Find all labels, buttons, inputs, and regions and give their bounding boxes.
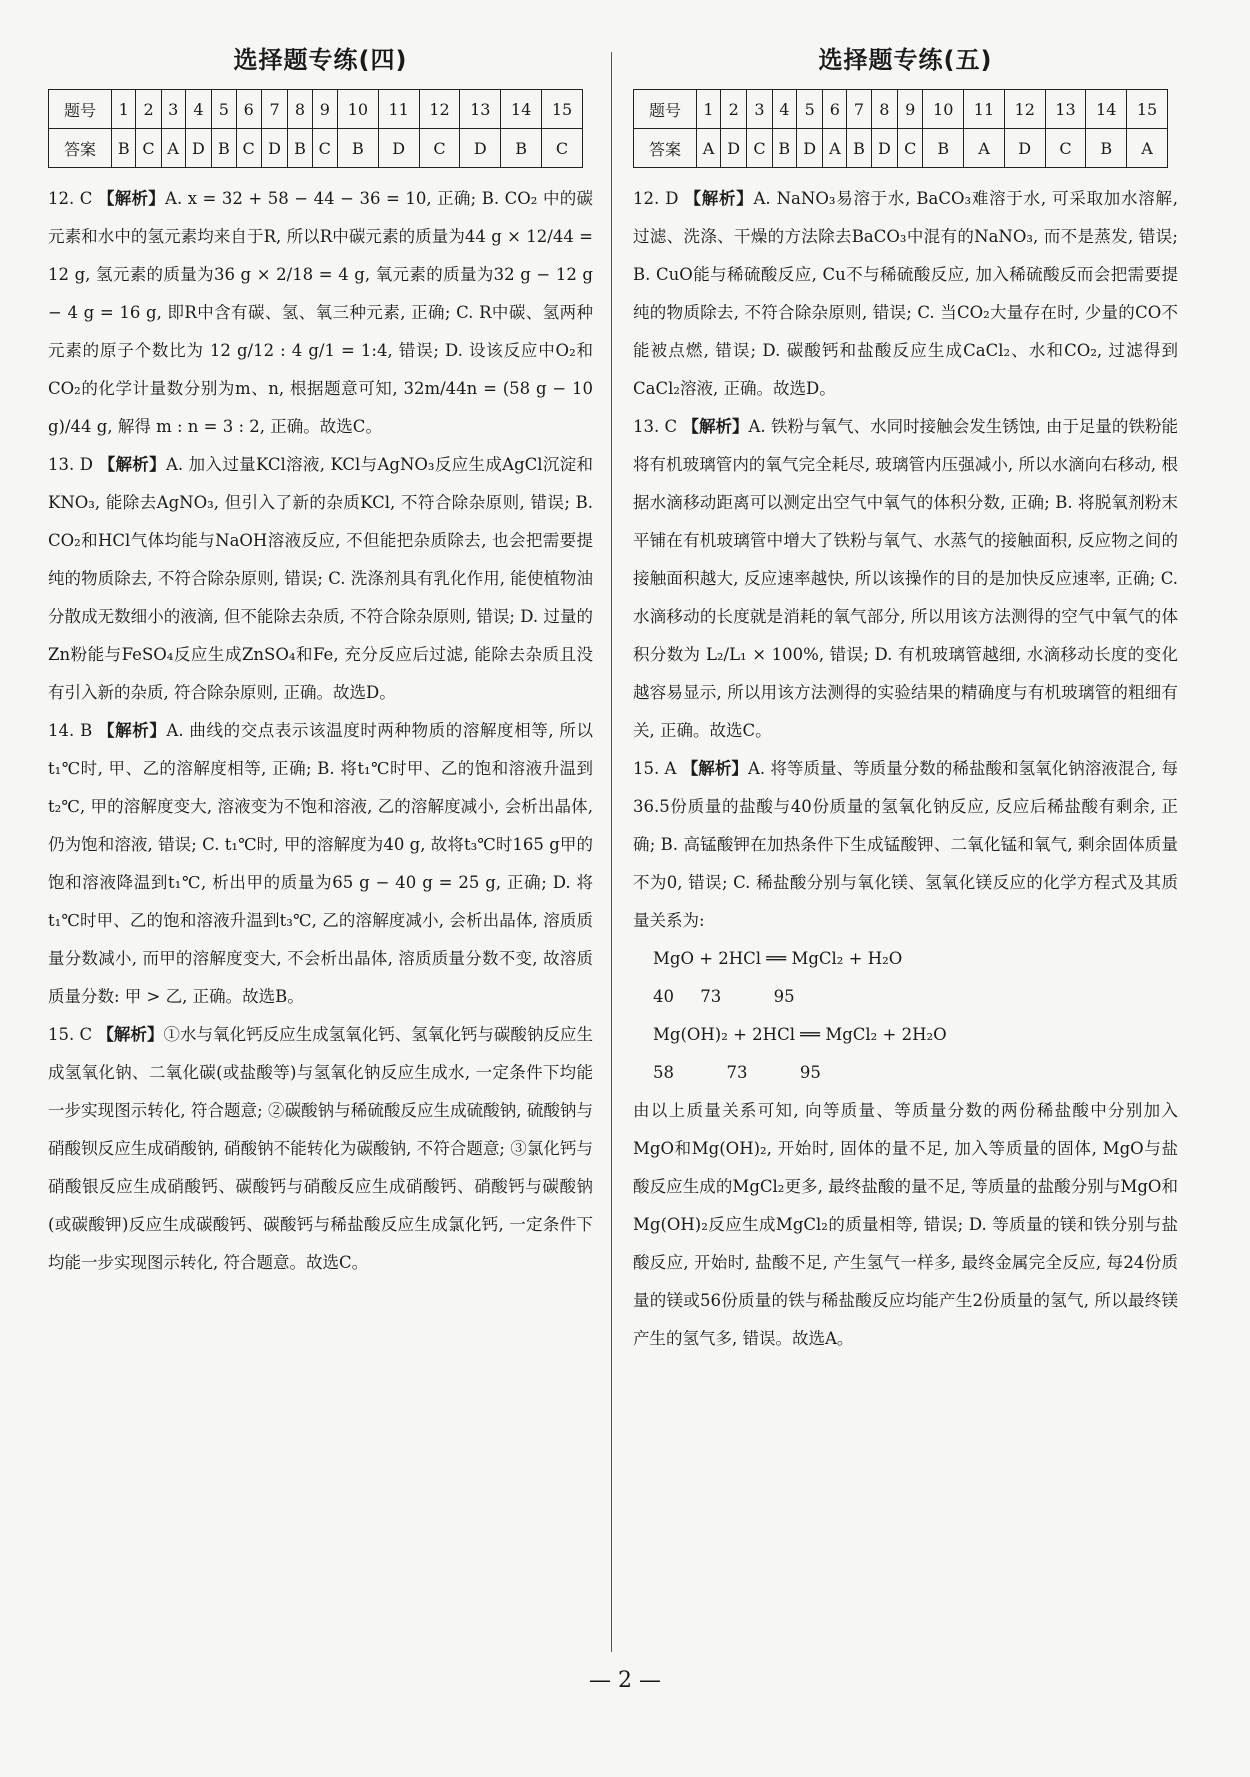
- answer-cell: A: [1127, 129, 1168, 168]
- answer-cell: A: [823, 129, 847, 168]
- equation-mass-line: 58 73 95: [653, 1063, 821, 1082]
- question-number: 14. B: [48, 721, 93, 740]
- number-cell: 8: [288, 90, 312, 129]
- number-cell: 8: [871, 90, 897, 129]
- equation-mass-line: 40 73 95: [653, 987, 795, 1006]
- number-cell: 1: [112, 90, 136, 129]
- number-cell: 12: [1004, 90, 1045, 129]
- answer-cell: B: [288, 129, 312, 168]
- left-question-12: [48, 180, 593, 446]
- number-cell: 11: [378, 90, 419, 129]
- question-number: 12. C: [48, 189, 93, 208]
- analysis-tag: 【解析】: [682, 417, 749, 436]
- left-question-14: [48, 712, 593, 1016]
- equation-line: MgO + 2HCl ══ MgCl₂ + H₂O: [653, 949, 903, 968]
- number-cell: 14: [1086, 90, 1127, 129]
- answer-label: 答案: [634, 129, 697, 168]
- number-cell: 2: [720, 90, 746, 129]
- question-number: 15. C: [48, 1025, 93, 1044]
- number-cell: 11: [964, 90, 1005, 129]
- left-column: [48, 40, 593, 1282]
- answer-cell: A: [964, 129, 1005, 168]
- number-cell: 13: [460, 90, 501, 129]
- number-cell: 7: [847, 90, 871, 129]
- question-number: 12. D: [633, 189, 679, 208]
- right-answer-table: [633, 89, 1168, 168]
- answer-cell: C: [747, 129, 772, 168]
- left-number-row: [49, 90, 583, 129]
- answer-cell: D: [871, 129, 897, 168]
- question-body: A. NaNO₃易溶于水, BaCO₃难溶于水, 可采取加水溶解, 过滤、洗涤、干燥的方法除去BaCO₃中混有的NaNO₃, 而不是蒸发, 错误; B. CuO能与稀硫酸反应, Cu不与稀硫酸反应, 加入稀硫酸反而会把需要提纯的物质除去, 不符合除杂原则, 错误; C. 当CO₂大量存在时, 少量的CO不能被点燃, 错误; D. 碳酸钙和盐酸反应生成CaCl₂、水和CO₂, 过滤得到CaCl₂溶液, 正确。故选D。: [633, 189, 1179, 398]
- left-question-13: [48, 446, 593, 712]
- number-cell: 10: [337, 90, 378, 129]
- answer-cell: C: [236, 129, 261, 168]
- answer-label: 答案: [49, 129, 112, 168]
- answer-cell: C: [312, 129, 337, 168]
- answer-cell: B: [847, 129, 871, 168]
- number-cell: 9: [312, 90, 337, 129]
- right-answer-row: [634, 129, 1168, 168]
- number-cell: 15: [1127, 90, 1168, 129]
- left-answer-table: [48, 89, 583, 168]
- answer-cell: D: [185, 129, 211, 168]
- number-cell: 3: [161, 90, 185, 129]
- answer-cell: D: [796, 129, 822, 168]
- question-number: 13. D: [48, 455, 94, 474]
- column-divider: [611, 52, 612, 1652]
- left-question-15: [48, 1016, 593, 1282]
- number-cell: 6: [823, 90, 847, 129]
- question-number: 13. C: [633, 417, 678, 436]
- answer-cell: A: [161, 129, 185, 168]
- question-number: 15. A: [633, 759, 677, 778]
- number-label: 题号: [634, 90, 697, 129]
- answer-cell: B: [112, 129, 136, 168]
- answer-cell: D: [720, 129, 746, 168]
- question-body: A. 将等质量、等质量分数的稀盐酸和氢氧化钠溶液混合, 每36.5份质量的盐酸与40份质量的氢氧化钠反应, 反应后稀盐酸有剩余, 正确; B. 高锰酸钾在加热条件下生成锰酸钾、二氧化锰和氧气, 剩余固体质量不为0, 错误; C. 稀盐酸分别与氧化镁、氢氧化镁反应的化学方程式及其质量关系为:: [633, 759, 1178, 930]
- number-cell: 13: [1045, 90, 1086, 129]
- answer-cell: B: [337, 129, 378, 168]
- left-title: 选择题专练(四): [233, 46, 408, 74]
- analysis-tag: 【解析】: [681, 759, 748, 778]
- answer-cell: D: [378, 129, 419, 168]
- number-cell: 5: [212, 90, 236, 129]
- number-label: 题号: [49, 90, 112, 129]
- right-title: 选择题专练(五): [818, 46, 993, 74]
- number-cell: 15: [542, 90, 583, 129]
- answer-cell: B: [923, 129, 964, 168]
- question-body: A. 曲线的交点表示该温度时两种物质的溶解度相等, 所以t₁℃时, 甲、乙的溶解度相等, 正确; B. 将t₁℃时甲、乙的饱和溶液升温到t₂℃, 甲的溶解度变大, 溶液变为不饱和溶液, 乙的溶解度减小, 会析出晶体, 仍为饱和溶液, 错误; C. t₁℃时, 甲的溶解度为40 g, 故将t₃℃时165 g甲的饱和溶液降温到t₁℃, 析出甲的质量为65 g − 40 g = 25 g, 正确; D. 将t₁℃时甲、乙的饱和溶液升温到t₃℃, 乙的溶解度减小, 会析出晶体, 溶质质量分数减小, 而甲的溶解度变大, 不会析出晶体, 溶质质量分数不变, 故溶质质量分数: 甲 > 乙, 正确。故选B。: [48, 721, 593, 1006]
- right-question-13: [633, 408, 1178, 750]
- number-cell: 1: [697, 90, 721, 129]
- equation-line: Mg(OH)₂ + 2HCl ══ MgCl₂ + 2H₂O: [653, 1025, 947, 1044]
- number-cell: 9: [898, 90, 923, 129]
- answer-cell: D: [460, 129, 501, 168]
- number-cell: 4: [772, 90, 796, 129]
- number-cell: 14: [501, 90, 542, 129]
- right-number-row: [634, 90, 1168, 129]
- answer-cell: C: [419, 129, 460, 168]
- number-cell: 6: [236, 90, 261, 129]
- left-answer-row: [49, 129, 583, 168]
- analysis-tag: 【解析】: [97, 1025, 164, 1044]
- question-body: A. 加入过量KCl溶液, KCl与AgNO₃反应生成AgCl沉淀和KNO₃, 能除去AgNO₃, 但引入了新的杂质KCl, 不符合除杂原则, 错误; B. CO₂和HCl气体均能与NaOH溶液反应, 不但能把杂质除去, 也会把需要提纯的物质除去, 不符合除杂原则, 错误; C. 洗涤剂具有乳化作用, 能使植物油分散成无数细小的液滴, 但不能除去杂质, 不符合除杂原则, 错误; D. 过量的Zn粉能与FeSO₄反应生成ZnSO₄和Fe, 充分反应后过滤, 能除去杂质且没有引入新的杂质, 符合除杂原则, 正确。故选D。: [48, 455, 594, 702]
- right-question-15-tail: 由以上质量关系可知, 向等质量、等质量分数的两份稀盐酸中分别加入MgO和Mg(OH)₂, 开始时, 固体的量不足, 加入等质量的固体, MgO与盐酸反应生成的MgCl₂更多, 最终盐酸的量不足, 等质量的盐酸分别与MgO和Mg(OH)₂反应生成MgCl₂的质量相等, 错误; D. 等质量的镁和铁分别与盐酸反应, 开始时, 盐酸不足, 产生氢气一样多, 最终金属完全反应, 每24份质量的镁或56份质量的铁与稀盐酸反应均能产生2份质量的氢气, 所以最终镁产生的氢气多, 错误。故选A。: [633, 1101, 1178, 1348]
- right-question-12: [633, 180, 1178, 408]
- answer-cell: D: [261, 129, 287, 168]
- answer-cell: C: [136, 129, 161, 168]
- number-cell: 5: [796, 90, 822, 129]
- analysis-tag: 【解析】: [98, 721, 167, 740]
- answer-cell: B: [501, 129, 542, 168]
- number-cell: 12: [419, 90, 460, 129]
- page-number: — 2 —: [589, 1668, 661, 1693]
- answer-cell: B: [1086, 129, 1127, 168]
- number-cell: 10: [923, 90, 964, 129]
- right-column: [633, 40, 1178, 1358]
- question-body: A. 铁粉与氧气、水同时接触会发生锈蚀, 由于足量的铁粉能将有机玻璃管内的氧气完全耗尽, 玻璃管内压强减小, 所以水滴向右移动, 根据水滴移动距离可以测定出空气中氧气的体积分数, 正确; B. 将脱氧剂粉末平铺在有机玻璃管中增大了铁粉与氧气、水蒸气的接触面积, 反应物之间的接触面积越大, 反应速率越快, 所以该操作的目的是加快反应速率, 正确; C. 水滴移动的长度就是消耗的氧气部分, 所以用该方法测得的空气中氧气的体积分数为 L₂/L₁ × 100%, 错误; D. 有机玻璃管越细, 水滴移动长度的变化越容易显示, 所以用该方法测得的实验结果的精确度与有机玻璃管的粗细有关, 正确。故选C。: [633, 417, 1178, 740]
- number-cell: 7: [261, 90, 287, 129]
- number-cell: 4: [185, 90, 211, 129]
- answer-cell: C: [1045, 129, 1086, 168]
- number-cell: 3: [747, 90, 772, 129]
- question-body: ①水与氧化钙反应生成氢氧化钙、氢氧化钙与碳酸钠反应生成氢氧化钠、二氧化碳(或盐酸等)与氢氧化钠反应生成水, 一定条件下均能一步实现图示转化, 符合题意; ②碳酸钠与稀硫酸反应生成硫酸钠, 硫酸钠与硝酸钡反应生成硝酸钠, 硝酸钠不能转化为碳酸钠, 不符合题意; ③氯化钙与硝酸银反应生成硝酸钙、碳酸钙与硝酸反应生成硝酸钙、硝酸钙与碳酸钠(或碳酸钾)反应生成碳酸钙、碳酸钙与稀盐酸反应生成氯化钙, 一定条件下均能一步实现图示转化, 符合题意。故选C。: [48, 1025, 594, 1272]
- number-cell: 2: [136, 90, 161, 129]
- analysis-tag: 【解析】: [98, 455, 166, 474]
- answer-cell: B: [772, 129, 796, 168]
- question-body: A. x = 32 + 58 − 44 − 36 = 10, 正确; B. CO₂ 中的碳元素和水中的氢元素均来自于R, 所以R中碳元素的质量为44 g × 12/44 = 12 g, 氢元素的质量为36 g × 2/18 = 4 g, 氧元素的质量为32 g − 12 g − 4 g = 16 g, 即R中含有碳、氢、氧三种元素, 正确; C. R中碳、氢两种元素的原子个数比为 12 g/12 : 4 g/1 = 1:4, 错误; D. 设该反应中O₂和CO₂的化学计量数分别为m、n, 根据题意可知, 32m/44n = (58 g − 10 g)/44 g, 解得 m : n = 3 : 2, 正确。故选C。: [48, 189, 594, 436]
- answer-cell: A: [697, 129, 721, 168]
- right-question-15: [633, 750, 1178, 940]
- answer-cell: B: [212, 129, 236, 168]
- analysis-tag: 【解析】: [97, 189, 166, 208]
- answer-cell: D: [1004, 129, 1045, 168]
- analysis-tag: 【解析】: [684, 189, 754, 208]
- answer-cell: C: [898, 129, 923, 168]
- answer-cell: C: [542, 129, 583, 168]
